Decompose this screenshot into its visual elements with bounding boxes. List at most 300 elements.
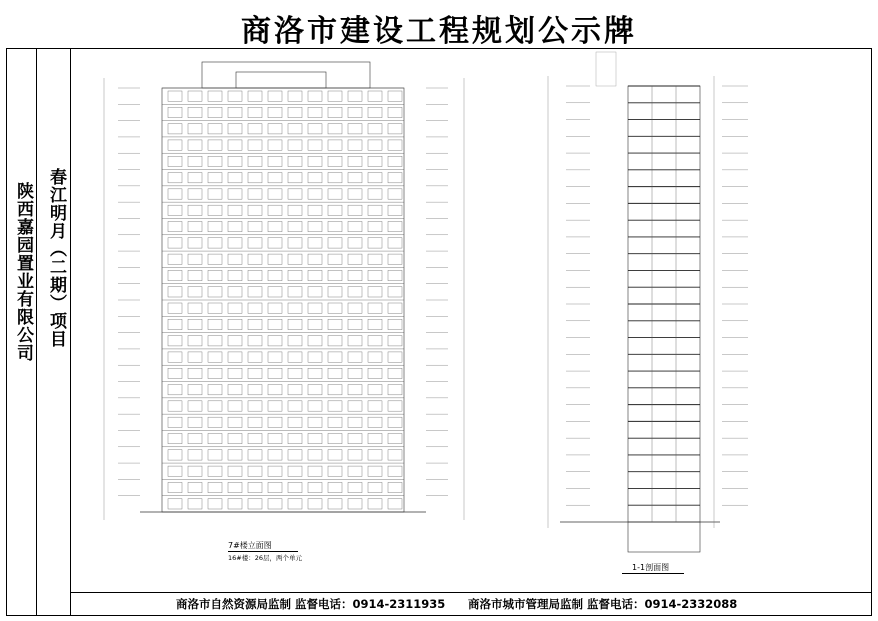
window — [288, 401, 302, 411]
window — [208, 107, 222, 117]
window — [188, 385, 202, 395]
window — [188, 450, 202, 460]
window — [228, 107, 242, 117]
window — [308, 450, 322, 460]
window — [188, 401, 202, 411]
window — [348, 205, 362, 215]
window — [248, 91, 262, 101]
window — [248, 319, 262, 329]
window — [308, 205, 322, 215]
window — [188, 417, 202, 427]
window — [348, 303, 362, 313]
window — [168, 124, 182, 134]
window — [268, 336, 282, 346]
window — [188, 124, 202, 134]
window — [168, 352, 182, 362]
window — [188, 173, 202, 183]
window — [348, 450, 362, 460]
window — [308, 352, 322, 362]
footer-right: 商洛市城市管理局监制 监督电话：0914-2332088 — [468, 597, 738, 611]
window — [248, 401, 262, 411]
window — [368, 368, 382, 378]
window — [388, 433, 402, 443]
window — [348, 254, 362, 264]
window — [268, 319, 282, 329]
window — [288, 156, 302, 166]
window — [188, 156, 202, 166]
window — [208, 254, 222, 264]
window — [208, 482, 222, 492]
window — [308, 287, 322, 297]
window — [208, 303, 222, 313]
window — [188, 205, 202, 215]
window — [268, 287, 282, 297]
window — [328, 482, 342, 492]
window — [228, 189, 242, 199]
window — [228, 433, 242, 443]
window — [268, 368, 282, 378]
window — [228, 417, 242, 427]
window — [288, 270, 302, 280]
window — [248, 205, 262, 215]
window — [348, 466, 362, 476]
window — [368, 287, 382, 297]
window — [208, 450, 222, 460]
window — [308, 254, 322, 264]
window — [248, 450, 262, 460]
window — [388, 124, 402, 134]
window — [168, 205, 182, 215]
window — [208, 401, 222, 411]
window — [288, 352, 302, 362]
window — [328, 173, 342, 183]
window — [328, 140, 342, 150]
window — [388, 303, 402, 313]
window — [288, 433, 302, 443]
project-name: 春江明月（二期）项目 — [46, 168, 66, 348]
window — [208, 368, 222, 378]
window — [248, 221, 262, 231]
window — [228, 352, 242, 362]
window — [208, 173, 222, 183]
window — [288, 287, 302, 297]
window — [268, 499, 282, 509]
window — [248, 124, 262, 134]
elevation-caption: 7#楼立面图 — [228, 541, 272, 550]
window — [368, 205, 382, 215]
window — [248, 238, 262, 248]
window — [288, 238, 302, 248]
window — [388, 221, 402, 231]
window — [388, 352, 402, 362]
window — [328, 385, 342, 395]
window — [328, 254, 342, 264]
window — [248, 156, 262, 166]
window — [188, 466, 202, 476]
window — [368, 254, 382, 264]
window — [208, 319, 222, 329]
window — [268, 173, 282, 183]
window — [168, 303, 182, 313]
window — [388, 156, 402, 166]
window — [328, 450, 342, 460]
window — [168, 270, 182, 280]
window — [348, 238, 362, 248]
window — [328, 352, 342, 362]
window — [208, 499, 222, 509]
window — [228, 140, 242, 150]
window — [208, 385, 222, 395]
window — [348, 124, 362, 134]
window — [328, 499, 342, 509]
window — [228, 482, 242, 492]
window — [308, 221, 322, 231]
window — [228, 450, 242, 460]
window — [268, 189, 282, 199]
window — [368, 221, 382, 231]
window — [388, 499, 402, 509]
window — [348, 140, 362, 150]
window — [388, 140, 402, 150]
window — [368, 140, 382, 150]
window — [288, 303, 302, 313]
elevation-subcaption: 16#楼：26层，两个单元 — [228, 554, 302, 562]
page-title: 商洛市建设工程规划公示牌 — [241, 14, 637, 49]
window — [228, 499, 242, 509]
window — [168, 368, 182, 378]
window — [168, 417, 182, 427]
window — [328, 189, 342, 199]
window — [348, 433, 362, 443]
window — [328, 238, 342, 248]
window — [228, 287, 242, 297]
window — [328, 401, 342, 411]
window — [348, 482, 362, 492]
window — [368, 499, 382, 509]
window — [188, 91, 202, 101]
window — [208, 205, 222, 215]
window — [308, 319, 322, 329]
window — [368, 417, 382, 427]
window — [328, 433, 342, 443]
window — [228, 124, 242, 134]
window — [308, 156, 322, 166]
window — [388, 238, 402, 248]
window — [308, 124, 322, 134]
window — [268, 140, 282, 150]
window — [168, 156, 182, 166]
window — [248, 466, 262, 476]
window — [228, 336, 242, 346]
window — [188, 482, 202, 492]
window — [288, 417, 302, 427]
window — [168, 189, 182, 199]
window — [388, 401, 402, 411]
footer-left: 商洛市自然资源局监制 监督电话：0914-2311935 — [176, 597, 446, 611]
window — [388, 91, 402, 101]
window — [228, 368, 242, 378]
window — [168, 107, 182, 117]
window — [328, 156, 342, 166]
window — [288, 499, 302, 509]
window — [348, 221, 362, 231]
window — [228, 270, 242, 280]
window — [388, 173, 402, 183]
window — [268, 270, 282, 280]
window — [288, 368, 302, 378]
window — [168, 433, 182, 443]
window — [228, 254, 242, 264]
caption-underline — [228, 551, 298, 552]
window — [328, 368, 342, 378]
window — [168, 91, 182, 101]
window — [248, 352, 262, 362]
window — [348, 107, 362, 117]
window — [388, 385, 402, 395]
window — [368, 466, 382, 476]
window — [368, 238, 382, 248]
window — [328, 417, 342, 427]
window — [168, 238, 182, 248]
window — [248, 287, 262, 297]
window — [228, 303, 242, 313]
window — [288, 450, 302, 460]
window — [308, 433, 322, 443]
window — [348, 91, 362, 101]
window — [168, 466, 182, 476]
window — [328, 205, 342, 215]
window — [288, 482, 302, 492]
window — [328, 124, 342, 134]
window — [388, 336, 402, 346]
window — [328, 466, 342, 476]
window — [168, 450, 182, 460]
window — [208, 189, 222, 199]
window — [348, 156, 362, 166]
window — [288, 124, 302, 134]
window — [168, 319, 182, 329]
window — [248, 173, 262, 183]
window — [168, 499, 182, 509]
window — [348, 319, 362, 329]
window — [288, 173, 302, 183]
window — [188, 238, 202, 248]
window — [168, 140, 182, 150]
window — [288, 107, 302, 117]
window — [228, 156, 242, 166]
window — [188, 319, 202, 329]
window — [248, 270, 262, 280]
window — [268, 352, 282, 362]
window — [208, 433, 222, 443]
window — [268, 466, 282, 476]
window — [288, 319, 302, 329]
window — [188, 499, 202, 509]
window — [188, 303, 202, 313]
window — [308, 466, 322, 476]
window — [208, 287, 222, 297]
window — [188, 287, 202, 297]
window — [188, 336, 202, 346]
window — [248, 417, 262, 427]
window — [168, 254, 182, 264]
window — [368, 336, 382, 346]
window — [268, 482, 282, 492]
window — [168, 221, 182, 231]
window — [308, 270, 322, 280]
window — [308, 482, 322, 492]
window — [188, 433, 202, 443]
window — [308, 173, 322, 183]
window — [248, 482, 262, 492]
window — [328, 303, 342, 313]
window — [208, 466, 222, 476]
window — [188, 270, 202, 280]
window — [388, 254, 402, 264]
window — [288, 189, 302, 199]
window — [268, 124, 282, 134]
window — [348, 336, 362, 346]
window — [208, 352, 222, 362]
window — [308, 107, 322, 117]
window — [208, 336, 222, 346]
window — [248, 189, 262, 199]
window — [228, 238, 242, 248]
window — [268, 450, 282, 460]
window — [388, 107, 402, 117]
window — [248, 499, 262, 509]
window — [248, 107, 262, 117]
window — [188, 221, 202, 231]
window — [228, 401, 242, 411]
caption-underline — [622, 573, 684, 574]
window — [208, 124, 222, 134]
window — [388, 466, 402, 476]
window — [248, 303, 262, 313]
window — [168, 482, 182, 492]
window — [228, 91, 242, 101]
window — [348, 189, 362, 199]
window — [288, 221, 302, 231]
window — [248, 336, 262, 346]
window — [188, 368, 202, 378]
window — [248, 140, 262, 150]
window — [228, 221, 242, 231]
window — [288, 466, 302, 476]
window — [368, 352, 382, 362]
window — [348, 417, 362, 427]
window — [208, 156, 222, 166]
window — [268, 221, 282, 231]
window — [268, 238, 282, 248]
window — [368, 319, 382, 329]
window — [308, 385, 322, 395]
window — [328, 270, 342, 280]
window — [308, 499, 322, 509]
window — [248, 254, 262, 264]
window — [168, 336, 182, 346]
window — [228, 173, 242, 183]
window — [288, 254, 302, 264]
window — [368, 270, 382, 280]
window — [388, 417, 402, 427]
roof-structure — [236, 72, 326, 88]
window — [248, 385, 262, 395]
window — [328, 287, 342, 297]
window — [348, 499, 362, 509]
window — [288, 336, 302, 346]
window — [268, 433, 282, 443]
window — [348, 368, 362, 378]
window — [388, 319, 402, 329]
window — [228, 319, 242, 329]
window — [208, 417, 222, 427]
window — [228, 385, 242, 395]
window — [388, 287, 402, 297]
window — [168, 287, 182, 297]
window — [348, 287, 362, 297]
window — [388, 482, 402, 492]
window — [368, 189, 382, 199]
window — [208, 238, 222, 248]
window — [328, 107, 342, 117]
window — [348, 385, 362, 395]
window — [368, 107, 382, 117]
basement — [628, 522, 700, 552]
window — [208, 140, 222, 150]
window — [368, 173, 382, 183]
window — [368, 303, 382, 313]
window — [268, 303, 282, 313]
company-name: 陕西嘉园置业有限公司 — [13, 182, 33, 362]
window — [208, 270, 222, 280]
window — [328, 319, 342, 329]
window — [368, 385, 382, 395]
window — [388, 189, 402, 199]
window — [388, 270, 402, 280]
window — [308, 238, 322, 248]
window — [368, 91, 382, 101]
window — [268, 91, 282, 101]
window — [168, 401, 182, 411]
section-drawing — [548, 52, 748, 552]
window — [268, 107, 282, 117]
window — [288, 140, 302, 150]
window — [308, 417, 322, 427]
window — [188, 352, 202, 362]
section-caption: 1-1剖面图 — [632, 563, 670, 572]
window — [288, 91, 302, 101]
window — [368, 450, 382, 460]
window — [168, 385, 182, 395]
window — [268, 254, 282, 264]
window — [268, 401, 282, 411]
window — [288, 385, 302, 395]
window — [188, 189, 202, 199]
window — [368, 156, 382, 166]
window — [388, 450, 402, 460]
window — [348, 270, 362, 280]
window — [308, 140, 322, 150]
stair-shaft — [596, 52, 616, 86]
window — [368, 401, 382, 411]
window — [308, 189, 322, 199]
window — [188, 107, 202, 117]
window — [268, 205, 282, 215]
window — [208, 91, 222, 101]
window — [228, 466, 242, 476]
window — [308, 401, 322, 411]
